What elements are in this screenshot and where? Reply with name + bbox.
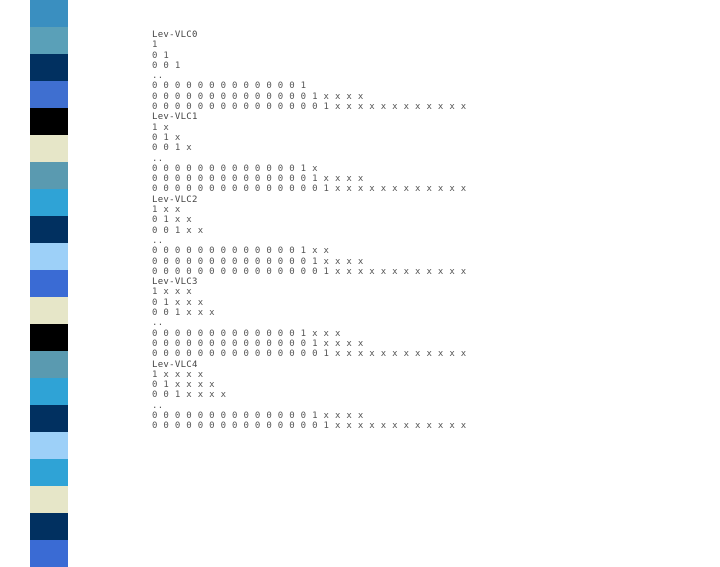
code-line: ..: [152, 318, 164, 329]
code-line: 1: [152, 40, 158, 51]
vlc-group: [152, 195, 692, 277]
code-line: 0 0 1: [152, 60, 181, 71]
strip-block: [30, 216, 68, 243]
code-line: 0 0 0 0 0 0 0 0 0 0 0 0 0 1: [152, 81, 307, 92]
vlc-heading: Lev-VLC3: [152, 277, 198, 288]
strip-block: [30, 54, 68, 81]
vlc-heading: Lev-VLC0: [152, 30, 198, 40]
strip-block: [30, 432, 68, 459]
code-line: 0 1 x x: [152, 215, 193, 226]
strip-block: [30, 135, 68, 162]
code-line: 0 0 0 0 0 0 0 0 0 0 0 0 0 0 1 x x x x: [152, 174, 364, 185]
vlc-group: [152, 360, 692, 432]
code-line: 0 0 0 0 0 0 0 0 0 0 0 0 0 0 0 1 x x x x x x x x x x x x: [152, 102, 467, 113]
code-line: 1 x x x: [152, 287, 193, 298]
code-line: ..: [152, 153, 164, 164]
code-line: 0 1 x x x x: [152, 380, 215, 391]
code-line: 0 0 1 x: [152, 143, 193, 154]
code-table-document: [152, 30, 692, 432]
code-line: 0 0 0 0 0 0 0 0 0 0 0 0 0 0 0 1 x x x x x x x x x x x x: [152, 266, 467, 277]
strip-block: [30, 486, 68, 513]
strip-block: [30, 189, 68, 216]
strip-block: [30, 378, 68, 405]
strip-block: [30, 81, 68, 108]
strip-block: [30, 243, 68, 270]
strip-block: [30, 108, 68, 135]
code-line: 0 0 0 0 0 0 0 0 0 0 0 0 0 0 1 x x x x: [152, 256, 364, 267]
code-line: ..: [152, 71, 164, 82]
code-line: 0 0 0 0 0 0 0 0 0 0 0 0 0 1 x: [152, 163, 318, 174]
strip-block: [30, 513, 68, 540]
code-line: 1 x x: [152, 205, 181, 216]
strip-block: [30, 540, 68, 567]
vlc-heading: Lev-VLC4: [152, 359, 198, 370]
code-line: 0 0 0 0 0 0 0 0 0 0 0 0 0 0 0 1 x x x x x x x x x x x x: [152, 421, 467, 432]
strip-block: [30, 405, 68, 432]
strip-block: [30, 162, 68, 189]
code-line: 0 0 1 x x x x: [152, 390, 227, 401]
code-line: 0 0 0 0 0 0 0 0 0 0 0 0 0 0 1 x x x x: [152, 410, 364, 421]
strip-block: [30, 351, 68, 378]
strip-block: [30, 27, 68, 54]
code-line: ..: [152, 235, 164, 246]
code-line: 0 0 0 0 0 0 0 0 0 0 0 0 0 1 x x x: [152, 328, 341, 339]
code-line: 1 x x x x: [152, 369, 204, 380]
code-line: 0 0 0 0 0 0 0 0 0 0 0 0 0 0 1 x x x x: [152, 338, 364, 349]
strip-block: [30, 270, 68, 297]
code-line: 0 0 1 x x x: [152, 308, 215, 319]
code-line: 0 0 1 x x: [152, 225, 204, 236]
code-line: 0 0 0 0 0 0 0 0 0 0 0 0 0 0 1 x x x x: [152, 91, 364, 102]
vlc-heading: Lev-VLC1: [152, 112, 198, 123]
strip-block: [30, 459, 68, 486]
code-line: 0 0 0 0 0 0 0 0 0 0 0 0 0 1 x x: [152, 246, 330, 257]
vlc-group: [152, 112, 692, 194]
vlc-heading: Lev-VLC2: [152, 194, 198, 205]
code-line: 0 0 0 0 0 0 0 0 0 0 0 0 0 0 0 1 x x x x x x x x x x x x: [152, 184, 467, 195]
strip-block: [30, 324, 68, 351]
strip-block: [30, 0, 68, 27]
code-line: 0 0 0 0 0 0 0 0 0 0 0 0 0 0 0 1 x x x x x x x x x x x x: [152, 349, 467, 360]
vlc-group: [152, 277, 692, 359]
code-line: ..: [152, 400, 164, 411]
vlc-group: [152, 30, 692, 112]
code-line: 1 x: [152, 122, 170, 133]
code-line: 0 1: [152, 50, 170, 61]
code-line: 0 1 x x x: [152, 297, 204, 308]
decorative-color-strip: [30, 0, 68, 540]
strip-block: [30, 297, 68, 324]
code-line: 0 1 x: [152, 132, 181, 143]
